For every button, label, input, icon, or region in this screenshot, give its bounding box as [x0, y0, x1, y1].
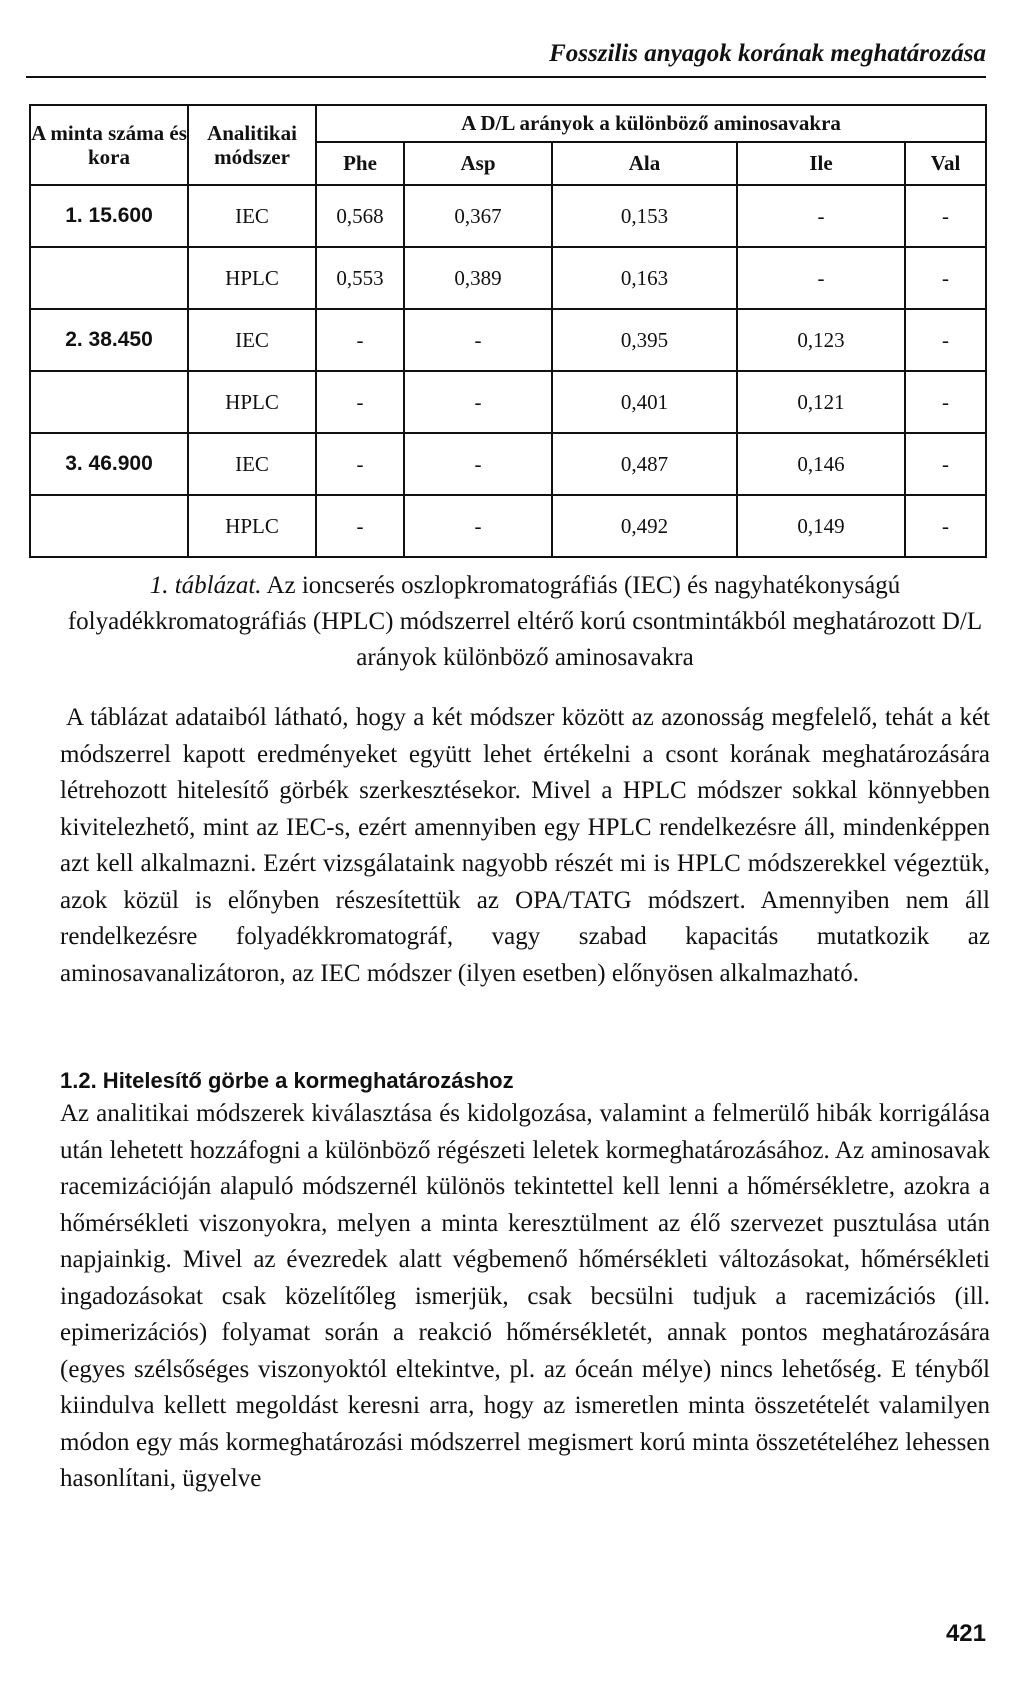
table-caption	[60, 568, 990, 676]
sample-cell	[30, 495, 188, 557]
value-cell-ala: 0,492	[552, 495, 737, 557]
value-cell-val: -	[905, 433, 986, 495]
section-heading: 1.2. Hitelesítő görbe a kormeghatározáshoz	[60, 1068, 514, 1093]
value-cell-phe: -	[316, 309, 404, 371]
value-cell-phe: 0,553	[316, 247, 404, 309]
value-cell-ala: 0,153	[552, 185, 737, 247]
value-cell-phe: -	[316, 371, 404, 433]
body-paragraph-1: A táblázat adataiból látható, hogy a két módszer között az azonosság megfelelő, tehát a két módszerrel kapott eredményeket együtt lehet értékelni a csont korának meghatározására létrehozott hitelesítő görbék szerkesztésekor. Mivel a HPLC módszer sokkal könnyebben kivitelezhető, mint az IEC-s, ezért amennyiben egy HPLC rendelkezésre áll, mindenképpen azt kell alkalmazni. Ezért vizsgálataink nagyobb részét mi is HPLC módszerekkel végeztük, azok közül is előnyben részesítettük az OPA/TATG módszert. Amennyiben nem áll rendelkezésre folyadékkromatográf, vagy szabad kapacitás mutatkozik az aminosavanalizátoron, az IEC módszer (ilyen esetben) előnyösen alkalmazható.	[60, 704, 990, 987]
value-cell-ile: -	[737, 247, 905, 309]
header-ile: Ile	[737, 142, 905, 185]
method-cell: HPLC	[188, 371, 316, 433]
table-row	[30, 371, 986, 433]
value-cell-ile: 0,149	[737, 495, 905, 557]
dl-ratio-table	[29, 104, 987, 558]
value-cell-ile: 0,121	[737, 371, 905, 433]
header-sample: A minta száma és kora	[30, 105, 188, 185]
running-header: Fosszilis anyagok korának meghatározása	[549, 40, 986, 67]
table-row	[30, 433, 986, 495]
caption-label: 1. táblázat.	[149, 572, 262, 599]
value-cell-asp: -	[404, 433, 552, 495]
value-cell-phe: -	[316, 433, 404, 495]
value-cell-ile: 0,146	[737, 433, 905, 495]
header-val: Val	[905, 142, 986, 185]
header-asp: Asp	[404, 142, 552, 185]
body-paragraph-2: Az analitikai módszerek kiválasztása és kidolgozása, valamint a felmerülő hibák korrigálása után lehetett hozzáfogni a különböző régészeti leletek kormeghatározásához. Az aminosavak racemizációján alapuló módszernél különös tekintettel kell lenni a hőmérsékletre, azokra a hőmérsékleti viszonyokra, melyen a minta keresztülment az élő szervezet pusztulása után napjainkig. Mivel az évezredek alatt végbemenő hőmérsékleti változásokat, hőmérsékleti ingadozásokat csak közelítőleg ismerjük, csak becsülni tudjuk a racemizációs (ill. epimerizációs) folyamat során a reakció hőmérsékletét, annak pontos meghatározására (egyes szélsőséges viszonyoktól eltekintve, pl. az óceán mélye) nincs lehetőség. E tényből kiindulva kellett megoldást keresni arra, hogy az ismeretlen minta összetételét valamilyen módon egy más kormeghatározási módszerrel megismert korú minta összetételéhez lehessen hasonlítani, ügyelve	[60, 1100, 990, 1492]
value-cell-asp: 0,389	[404, 247, 552, 309]
value-cell-val: -	[905, 495, 986, 557]
sample-cell: 2. 38.450	[30, 309, 188, 371]
sample-cell: 3. 46.900	[30, 433, 188, 495]
header-ala: Ala	[552, 142, 737, 185]
value-cell-val: -	[905, 371, 986, 433]
method-cell: IEC	[188, 309, 316, 371]
caption-text: Az ioncserés oszlopkromatográfiás (IEC) és nagyhatékonyságú folyadékkromatográfiás (HPLC) módszerrel eltérő korú csontmintákból meghatározott D/L arányok különböző aminosavakra	[67, 572, 983, 671]
header-amino-group: A D/L arányok a különböző aminosavakra	[316, 105, 986, 142]
method-cell: IEC	[188, 185, 316, 247]
value-cell-ala: 0,395	[552, 309, 737, 371]
table-row	[30, 185, 986, 247]
value-cell-val: -	[905, 309, 986, 371]
value-cell-asp: -	[404, 371, 552, 433]
value-cell-ile: -	[737, 185, 905, 247]
table-row	[30, 495, 986, 557]
table-row	[30, 309, 986, 371]
value-cell-phe: 0,568	[316, 185, 404, 247]
value-cell-ala: 0,163	[552, 247, 737, 309]
value-cell-ala: 0,401	[552, 371, 737, 433]
header-method: Analitikai módszer	[188, 105, 316, 185]
header-phe: Phe	[316, 142, 404, 185]
sample-cell	[30, 247, 188, 309]
value-cell-ile: 0,123	[737, 309, 905, 371]
value-cell-val: -	[905, 247, 986, 309]
value-cell-val: -	[905, 185, 986, 247]
method-cell: HPLC	[188, 495, 316, 557]
method-cell: IEC	[188, 433, 316, 495]
value-cell-asp: -	[404, 495, 552, 557]
sample-cell: 1. 15.600	[30, 185, 188, 247]
page-number: 421	[945, 1620, 986, 1647]
value-cell-phe: -	[316, 495, 404, 557]
value-cell-asp: -	[404, 309, 552, 371]
sample-cell	[30, 371, 188, 433]
value-cell-ala: 0,487	[552, 433, 737, 495]
method-cell: HPLC	[188, 247, 316, 309]
table-row	[30, 247, 986, 309]
value-cell-asp: 0,367	[404, 185, 552, 247]
header-rule	[26, 76, 986, 78]
